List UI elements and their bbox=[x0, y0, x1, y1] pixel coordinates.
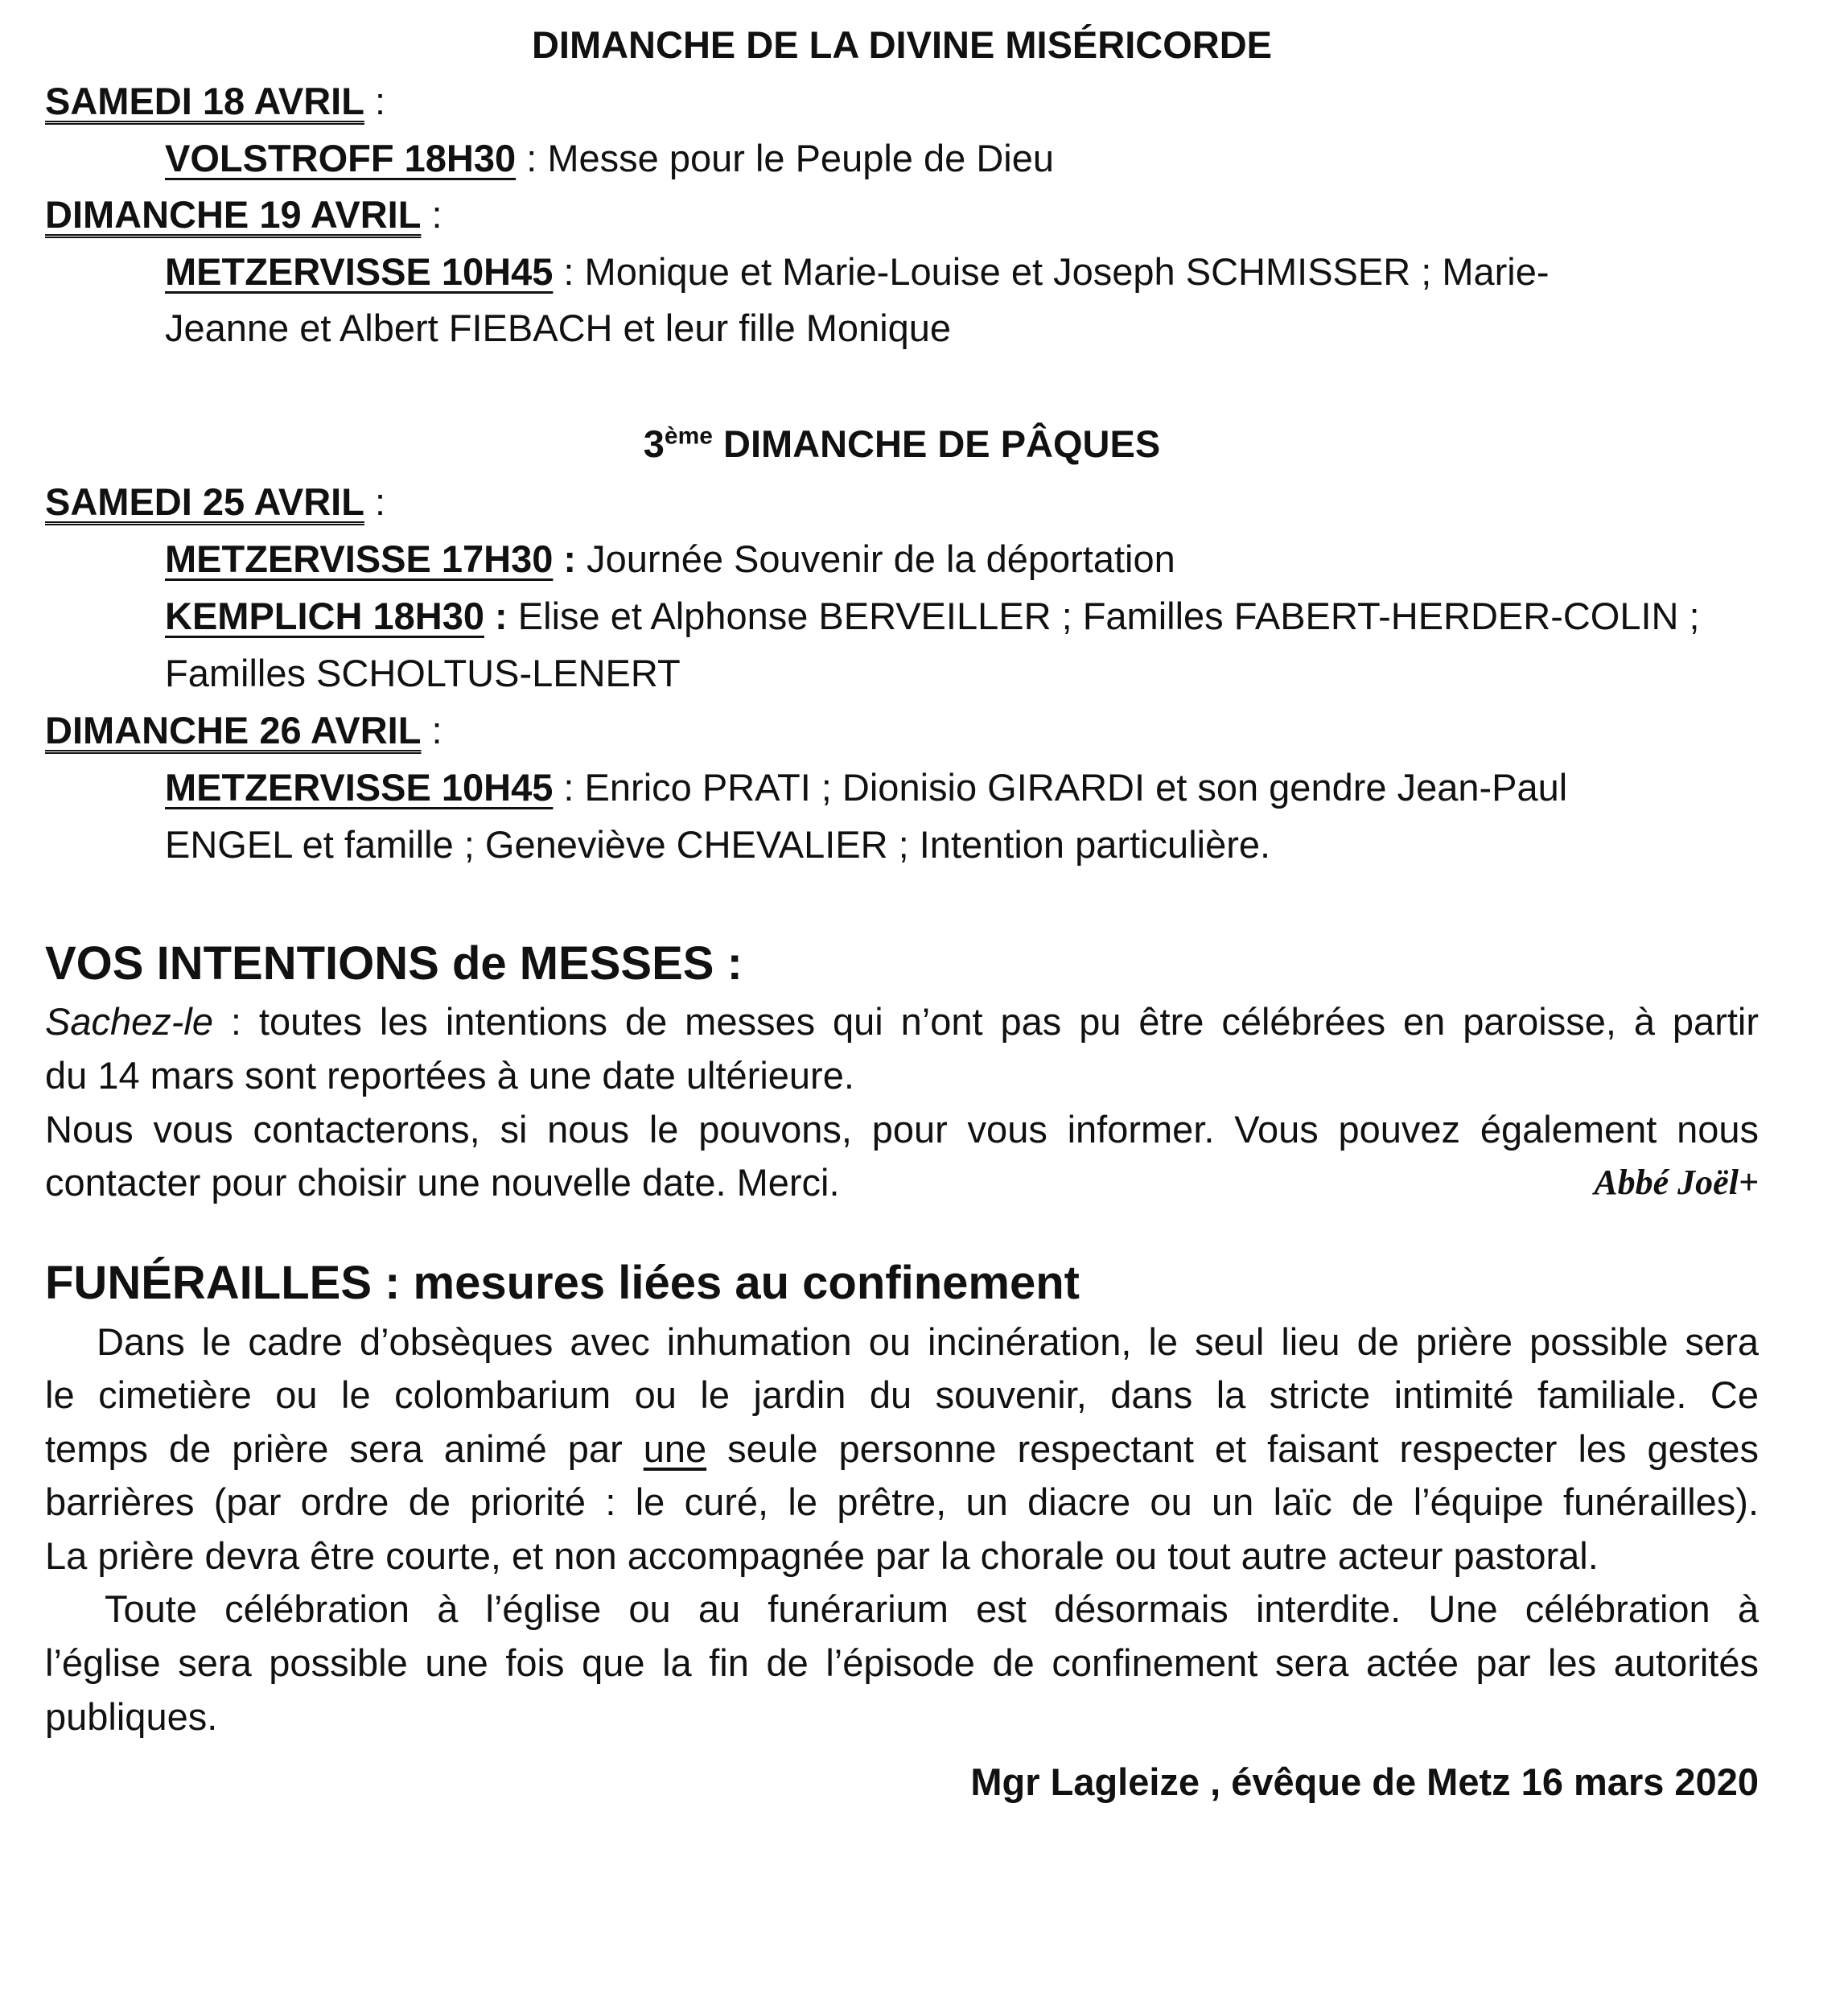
entry-continuation: Familles SCHOLTUS-LENERT bbox=[165, 652, 681, 694]
mass-entry bbox=[165, 532, 1848, 587]
entry-continuation: Jeanne et Albert FIEBACH et leur fille Monique bbox=[165, 307, 952, 349]
separator: : bbox=[553, 537, 577, 580]
mass-entry bbox=[165, 589, 1848, 644]
section2-title bbox=[45, 417, 1759, 471]
funerailles-line: l’église sera possible une fois que la fin de l’épisode de confinement sera actée par les autorités bbox=[45, 1641, 1759, 1684]
funerailles-line: Toute célébration à l’église ou au funérarium est désormais interdite. Une célébration à bbox=[105, 1587, 1759, 1630]
funerailles-text: temps de prière sera animé par bbox=[45, 1427, 644, 1470]
section1-title: DIMANCHE DE LA DIVINE MISÉRICORDE bbox=[531, 23, 1273, 66]
funerailles-heading: FUNÉRAILLES : mesures liées au confinement bbox=[45, 1257, 1080, 1309]
day-label: SAMEDI 18 AVRIL bbox=[45, 80, 364, 122]
title-superscript: ème bbox=[664, 422, 713, 450]
day-heading bbox=[45, 74, 1759, 129]
funerailles-line: publiques. bbox=[45, 1695, 218, 1738]
funerailles-signature: Mgr Lagleize , évêque de Metz 16 mars 2020 bbox=[970, 1760, 1759, 1803]
place-time: VOLSTROFF 18H30 bbox=[165, 137, 517, 179]
place-time: KEMPLICH 18H30 bbox=[165, 595, 484, 637]
intentions-lead: Sachez-le bbox=[45, 1000, 213, 1043]
funerailles-line: La prière devra être courte, et non accompagnée par la chorale ou tout autre acteur pastoral. bbox=[45, 1534, 1599, 1577]
intentions-text: : toutes les intentions de messes qui n’ont pas pu être célébrées en paroisse, à partir bbox=[213, 1000, 1759, 1043]
entry-text: : Monique et Marie-Louise et Joseph SCHMISSER ; Marie- bbox=[553, 250, 1550, 293]
place-time: METZERVISSE 17H30 bbox=[165, 537, 554, 580]
funerailles-text: seule personne respectant et faisant respecter les gestes bbox=[706, 1427, 1759, 1470]
place-time: METZERVISSE 10H45 bbox=[165, 250, 554, 293]
day-heading bbox=[45, 475, 1759, 529]
entry-text: Elise et Alphonse BERVEILLER ; Familles FABERT-HERDER-COLIN ; bbox=[507, 595, 1700, 637]
underlined-word: une bbox=[643, 1427, 707, 1470]
title-text: DIMANCHE DE PÂQUES bbox=[712, 422, 1161, 465]
funerailles-line: barrières (par ordre de priorité : le curé, le prêtre, un diacre ou un laïc de l’équipe funérailles). bbox=[45, 1480, 1759, 1523]
mass-entry bbox=[165, 245, 1848, 299]
intentions-line: Nous vous contacterons, si nous le pouvons, pour vous informer. Vous pouvez également nous bbox=[45, 1108, 1759, 1151]
funerailles-line bbox=[45, 1422, 1759, 1476]
day-heading bbox=[45, 703, 1759, 758]
separator: : bbox=[364, 480, 386, 523]
separator: : bbox=[364, 80, 386, 122]
separator: : bbox=[421, 193, 442, 236]
entry-continuation: ENGEL et famille ; Geneviève CHEVALIER ; Intention particulière. bbox=[165, 823, 1271, 866]
intentions-line bbox=[45, 994, 1759, 1049]
intentions-line: du 14 mars sont reportées à une date ultérieure. bbox=[45, 1054, 854, 1097]
place-time: METZERVISSE 10H45 bbox=[165, 766, 554, 809]
separator: : bbox=[484, 595, 508, 637]
day-heading bbox=[45, 187, 1759, 242]
mass-entry bbox=[165, 131, 1848, 186]
entry-text: : Enrico PRATI ; Dionisio GIRARDI et son gendre Jean-Paul bbox=[553, 766, 1568, 809]
funerailles-line: Dans le cadre d’obsèques avec inhumation ou incinération, le seul lieu de prière possible sera bbox=[97, 1320, 1759, 1363]
mass-entry bbox=[165, 760, 1848, 815]
title-number: 3 bbox=[643, 422, 665, 465]
day-label: DIMANCHE 26 AVRIL bbox=[45, 709, 422, 751]
intentions-heading: VOS INTENTIONS de MESSES : bbox=[45, 937, 743, 990]
separator: : bbox=[421, 709, 442, 751]
intentions-signature: Abbé Joël+ bbox=[1594, 1163, 1759, 1202]
intentions-line: contacter pour choisir une nouvelle date. Merci. bbox=[45, 1161, 840, 1204]
entry-text: : Messe pour le Peuple de Dieu bbox=[516, 137, 1054, 179]
day-label: DIMANCHE 19 AVRIL bbox=[45, 193, 422, 236]
entry-text: Journée Souvenir de la déportation bbox=[576, 537, 1175, 580]
day-label: SAMEDI 25 AVRIL bbox=[45, 480, 364, 523]
funerailles-line: le cimetière ou le colombarium ou le jardin du souvenir, dans la stricte intimité familiale. Ce bbox=[45, 1373, 1759, 1416]
